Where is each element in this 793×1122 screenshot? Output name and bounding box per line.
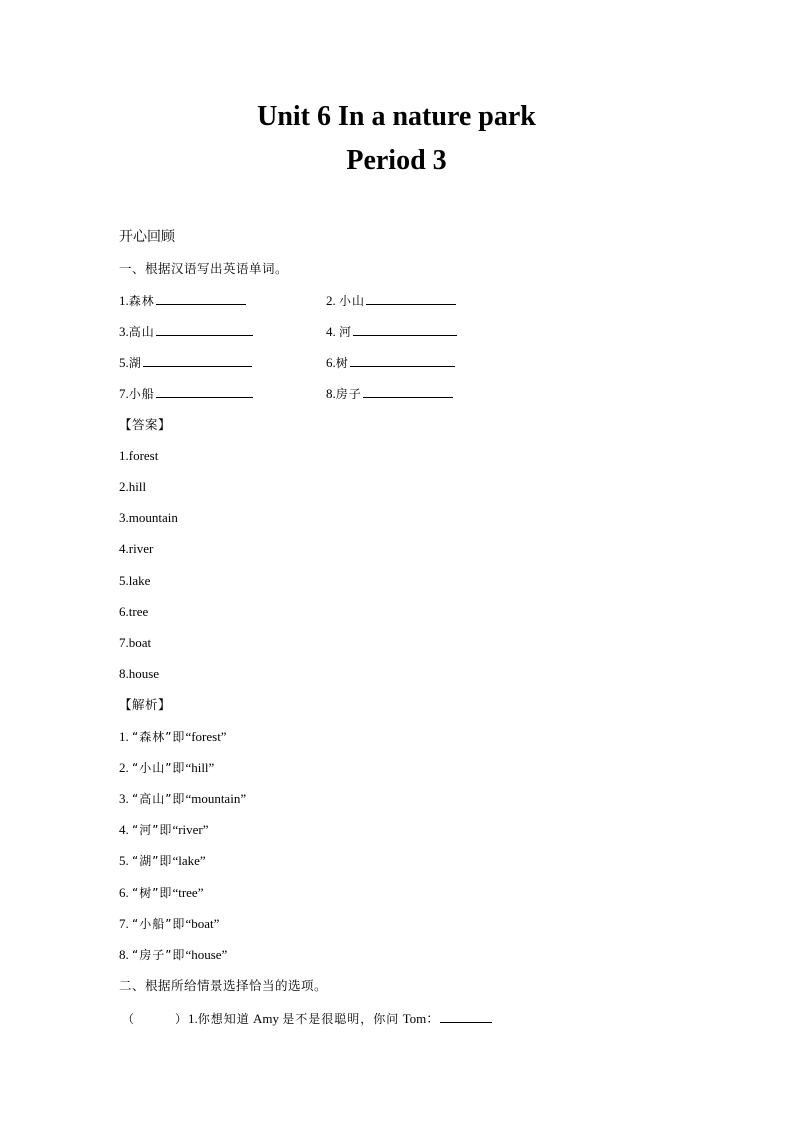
choice-question <box>122 1010 492 1027</box>
answer-blank[interactable] <box>156 385 253 398</box>
analysis-number: 4. <box>119 822 132 837</box>
analysis-number: 3. <box>119 791 132 806</box>
analysis-chinese: “森林”即 <box>132 730 186 744</box>
analysis-chinese: “湖”即 <box>132 854 173 868</box>
analysis-chinese: “房子”即 <box>132 948 186 962</box>
answer-item: 1.forest <box>119 448 159 463</box>
question-number: 5. <box>119 355 129 370</box>
question-text-en: Amy <box>249 1011 283 1026</box>
analysis-english: “hill” <box>185 760 215 775</box>
analysis-number: 1. <box>119 729 132 744</box>
answer-item: 6.tree <box>119 604 149 619</box>
analysis-number: 2. <box>119 760 132 775</box>
analysis-english: “river” <box>172 822 209 837</box>
question-word: 河 <box>339 325 353 339</box>
analysis-item <box>119 947 227 963</box>
answer-blank[interactable] <box>156 292 246 305</box>
analysis-item <box>119 791 246 807</box>
question-number: 4. <box>326 324 339 339</box>
question-word: 树 <box>335 356 349 370</box>
analysis-chinese: “高山”即 <box>132 792 186 806</box>
analysis-item <box>119 760 214 776</box>
question-row <box>119 385 362 402</box>
section-review-heading: 开心回顾 <box>119 229 175 245</box>
analysis-chinese: “河”即 <box>132 823 173 837</box>
question-text-en: Tom： <box>399 1011 440 1026</box>
part2-heading: 二、根据所给情景选择恰当的选项。 <box>119 978 328 993</box>
question-number: 7. <box>119 386 129 401</box>
answer-item: 3.mountain <box>119 510 178 525</box>
open-paren: （ <box>122 1012 136 1026</box>
close-paren: ） <box>175 1012 189 1026</box>
answer-blank[interactable] <box>143 354 252 367</box>
question-number: 6. <box>326 355 336 370</box>
analysis-item <box>119 916 219 932</box>
question-word: 高山 <box>128 325 155 339</box>
question-word: 小山 <box>339 294 366 308</box>
answer-blank[interactable] <box>440 1010 492 1023</box>
question-row <box>119 354 349 371</box>
analysis-item <box>119 853 206 869</box>
document-title: Unit 6 In a nature park <box>257 101 536 132</box>
question-number: 1. <box>188 1011 198 1026</box>
analysis-item <box>119 885 203 901</box>
question-item <box>326 292 456 309</box>
analysis-chinese: “树”即 <box>132 886 173 900</box>
analysis-english: “tree” <box>172 885 204 900</box>
question-text-cn: 是不是很聪明，你问 <box>282 1012 400 1026</box>
analysis-english: “house” <box>185 947 228 962</box>
analysis-english: “forest” <box>185 729 227 744</box>
answer-label: 【答案】 <box>119 417 172 432</box>
question-word: 森林 <box>128 294 155 308</box>
document-subtitle: Period 3 <box>346 145 447 176</box>
question-word: 房子 <box>335 387 362 401</box>
analysis-item <box>119 822 209 838</box>
answer-blank[interactable] <box>350 354 455 367</box>
answer-item: 8.house <box>119 666 160 681</box>
answer-item: 7.boat <box>119 635 152 650</box>
question-number: 3. <box>119 324 129 339</box>
answer-blank[interactable] <box>363 385 453 398</box>
analysis-chinese: “小山”即 <box>132 761 186 775</box>
answer-blank[interactable] <box>366 292 456 305</box>
analysis-item <box>119 729 227 745</box>
analysis-label: 【解析】 <box>119 697 172 712</box>
analysis-chinese: “小船”即 <box>132 917 186 931</box>
question-word: 小船 <box>128 387 155 401</box>
answer-item: 5.lake <box>119 573 151 588</box>
question-number: 2. <box>326 293 339 308</box>
question-row <box>119 323 353 340</box>
answer-blank[interactable] <box>353 323 457 336</box>
analysis-number: 5. <box>119 853 132 868</box>
analysis-english: “boat” <box>185 916 220 931</box>
answer-item: 2.hill <box>119 479 147 494</box>
analysis-number: 6. <box>119 885 132 900</box>
analysis-english: “lake” <box>172 853 206 868</box>
analysis-number: 8. <box>119 947 132 962</box>
question-word: 湖 <box>128 356 142 370</box>
question-row <box>119 292 366 309</box>
analysis-number: 7. <box>119 916 132 931</box>
question-number: 8. <box>326 386 336 401</box>
analysis-english: “mountain” <box>185 791 247 806</box>
part1-heading: 一、根据汉语写出英语单词。 <box>119 261 289 276</box>
question-item <box>326 385 453 402</box>
question-item <box>326 354 455 371</box>
answer-item: 4.river <box>119 541 154 556</box>
question-number: 1. <box>119 293 129 308</box>
answer-blank[interactable] <box>156 323 253 336</box>
question-text-cn: 你想知道 <box>197 1012 250 1026</box>
question-item <box>326 323 457 340</box>
